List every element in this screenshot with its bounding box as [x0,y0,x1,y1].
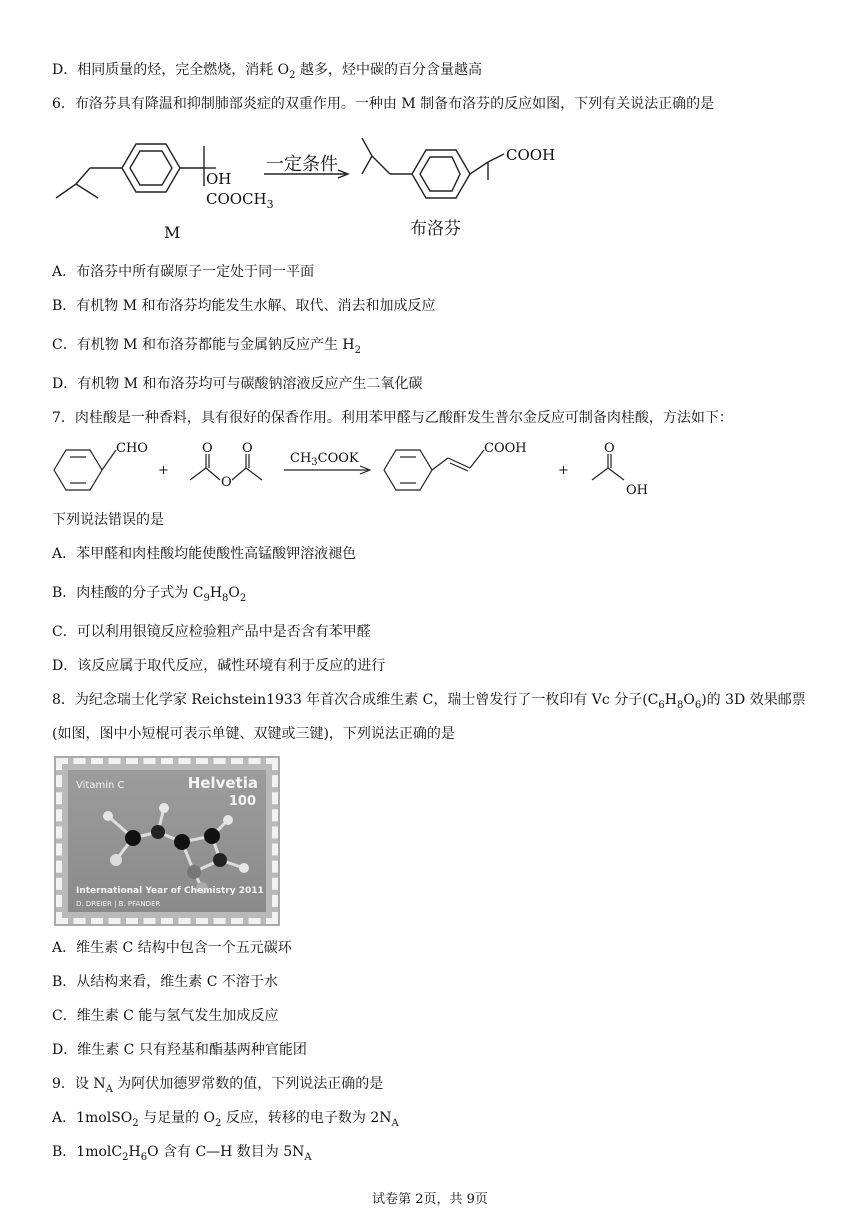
question-7-substem: 下列说法错误的是 [52,512,164,528]
bond [246,468,262,480]
option-text: D．相同质量的烃，完全燃烧，消耗 O [52,62,290,78]
option-text: C．有机物 M 和布洛芬都能与金属钠反应产生 H [52,337,355,353]
stamp-value: 100 [228,794,256,809]
subscript: 6 [140,1151,148,1163]
option-text: B．肉桂酸的分子式为 C [52,585,204,601]
question-8-stem-2: (如图，图中小短棍可表示单键、双键或三键)，下列说法正确的是 [52,726,455,742]
label-ibuprofen: 布洛芬 [410,219,461,239]
subscript: 2 [132,1117,139,1129]
subscript: 9 [203,592,210,604]
bond [470,162,488,174]
bond [372,156,390,174]
bond [362,138,372,156]
bond [608,468,624,480]
label-cooh: COOH [484,441,527,456]
bond [362,156,372,174]
question-7-stem: 7．肉桂酸是一种香料，具有很好的保香作用。利用苯甲醛与乙酸酐发生普尔金反应可制备肉桂酸，方法如下： [52,410,733,426]
question-9-stem [52,1074,383,1100]
cinnamic-acid-reaction-figure [50,436,670,504]
label-o: O [202,441,213,456]
label-oh: OH [626,483,648,498]
option-8b: B．从结构来看，维生素 C 不溶于水 [52,974,278,990]
option-text: 反应，转移的电子数为 2N [221,1110,392,1126]
bond [206,468,220,480]
subscript: 2 [215,1117,222,1129]
stamp-title: Vitamin C [76,780,125,791]
label-cooh: COOH [506,146,556,164]
option-text: 与足量的 O [138,1110,216,1126]
option-9b [52,1142,312,1168]
vitamin-c-stamp-image [56,758,278,924]
option-8d: D．维生素 C 只有羟基和酯基两种官能团 [52,1042,307,1058]
label-o: O [604,441,615,456]
option-7d: D．该反应属于取代反应，碱性环境有利于反应的进行 [52,658,386,674]
formula-part: H [664,692,677,708]
option-7b [52,583,246,609]
benzene-ring-1 [54,450,102,490]
option-text: O 含有 C—H 数目为 5N [147,1144,305,1160]
subscript: A [391,1117,399,1129]
arrow-condition-label: 一定条件 [266,154,338,175]
plus-sign: + [558,463,569,478]
option-text: A．1molSO [52,1110,133,1126]
subscript: 2 [239,592,247,604]
subscript: 6 [694,699,702,711]
option-7c: C．可以利用银镜反应检验粗产品中是否含有苯甲醛 [52,624,371,640]
benzene-ring-inner-product [420,157,460,191]
bond [488,154,504,162]
label-ester: $COOCH_3$ [206,190,274,211]
option-9a [52,1108,399,1134]
molecule-3d-model [78,796,258,896]
option-6b: B．有机物 M 和布洛芬均能发生水解、取代、消去和加成反应 [52,298,436,314]
subscript: A [105,1083,113,1095]
bond [470,450,484,468]
subscript: 8 [676,699,684,711]
option-6d: D．有机物 M 和布洛芬均可与碳酸钠溶液反应产生二氧化碳 [52,376,423,392]
subscript: A [304,1151,312,1163]
stem-text-end: )的 3D 效果邮票 [701,692,806,708]
subscript: 2 [289,69,296,81]
option-8c: C．维生素 C 能与氢气发生加成反应 [52,1008,279,1024]
option-text: B．1molC [52,1144,123,1160]
subscript: 2 [354,344,361,356]
option-6a: A．布洛芬中所有碳原子一定处于同一平面 [52,264,315,280]
bond [76,184,98,198]
ibuprofen-reaction-figure [50,122,570,252]
stem-text: 9．设 N [52,1076,106,1092]
question-6-stem: 6．布洛芬具有降温和抑制肺部炎症的双重作用。一种由 M 制备布洛芬的反应如图，下列有关说法正确的是 [52,96,715,112]
stamp-country: Helvetia [187,774,258,792]
formula-part: H [209,585,223,601]
stem-text: 8．为纪念瑞士化学家 Reichstein1933 年首次合成维生素 C，瑞士曾发行了一枚印有 Vc 分子(C [52,692,659,708]
option-8a: A．维生素 C 结构中包含一个五元碳环 [52,940,292,956]
option-text-end: 越多，烃中碳的百分含量越高 [295,62,482,78]
option-5d [52,60,482,86]
label-cho: CHO [116,441,148,456]
page-footer: 试卷第 2页，共 9页 [372,1192,488,1207]
stamp-face [68,770,266,912]
question-8-stem [52,690,806,716]
arrow-catalyst-label: $CH_3COOK$ [290,451,359,468]
stamp-credits: D. DREIER | B. PFANDER [76,900,161,908]
benzene-ring-inner-m [130,151,172,185]
bond [232,468,246,480]
label-oh: OH [206,170,232,188]
label-m: M [164,223,181,242]
bond [56,184,76,198]
subscript: 6 [658,699,665,711]
bond [592,468,608,480]
label-o: O [221,475,232,490]
formula-part: H [128,1144,141,1160]
plus-sign: + [158,463,169,478]
stem-text-end: 为阿伏加德罗常数的值，下列说法正确的是 [112,1076,384,1092]
subscript: 8 [222,592,229,604]
benzene-ring-2 [384,450,432,490]
bond [190,468,206,480]
formula-part: O [228,585,240,601]
bond [432,458,448,470]
bond [102,450,116,470]
formula-part: O [683,692,695,708]
subscript: 2 [122,1151,129,1163]
stamp-caption: International Year of Chemistry 2011 [76,886,264,896]
option-7a: A．苯甲醛和肉桂酸均能使酸性高锰酸钾溶液褪色 [52,546,357,562]
label-o: O [242,441,253,456]
bond [76,168,90,184]
bond [450,463,468,471]
option-6c [52,335,361,361]
